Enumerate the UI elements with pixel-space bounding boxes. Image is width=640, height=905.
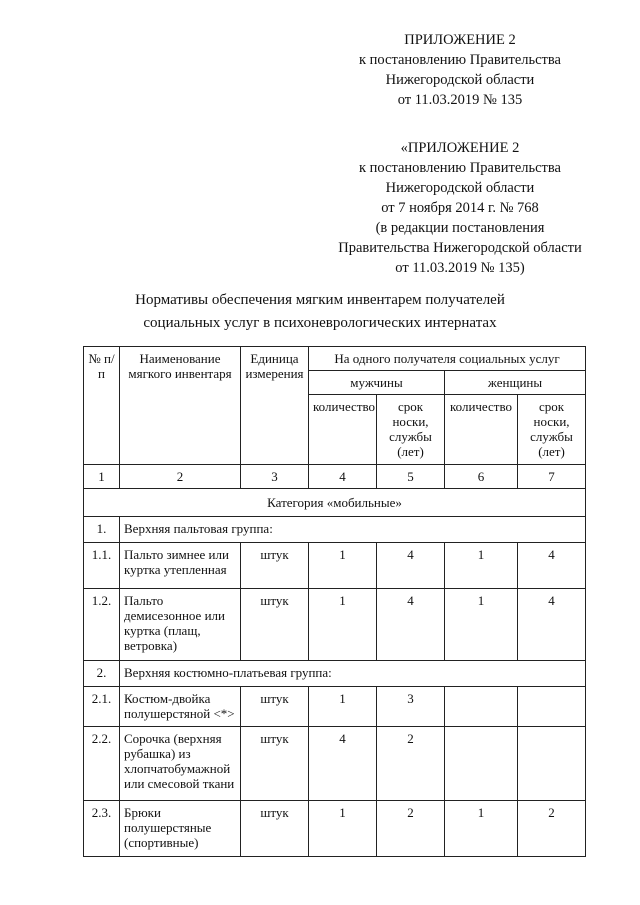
table-row [84, 543, 586, 589]
category-row [84, 489, 586, 517]
row-men-term: 4 [377, 543, 445, 589]
appendix-header [330, 30, 590, 110]
row-men-term: 2 [377, 801, 445, 857]
row-men-term: 4 [377, 589, 445, 661]
table-row [84, 801, 586, 857]
row-women-term: 2 [518, 801, 586, 857]
appendix-date: от 11.03.2019 № 135) [395, 260, 525, 276]
appendix-line: Нижегородской области [385, 72, 535, 88]
row-name: Пальто демисезонное или куртка (плащ, ветровка) [120, 589, 241, 661]
row-unit: штук [241, 687, 309, 727]
group-row [84, 661, 586, 687]
appendix-line: Нижегородской области [385, 180, 535, 196]
row-men-term: 2 [377, 727, 445, 801]
column-number: 3 [241, 465, 309, 489]
column-number-row [84, 465, 586, 489]
row-women-qty [445, 727, 518, 801]
row-men-term: 3 [377, 687, 445, 727]
appendix-title: ПРИЛОЖЕНИЕ 2 [404, 32, 516, 48]
row-name: Пальто зимнее или куртка утепленная [120, 543, 241, 589]
group-num: 2. [84, 661, 120, 687]
group-name: Верхняя костюмно-платьевая группа: [120, 661, 586, 687]
column-number: 5 [377, 465, 445, 489]
row-men-qty: 1 [309, 543, 377, 589]
header-name: Наименование мягкого инвентаря [120, 347, 241, 465]
category-label: Категория «мобильные» [84, 489, 586, 517]
row-num: 2.1. [84, 687, 120, 727]
row-women-term: 4 [518, 543, 586, 589]
row-name: Брюки полушерстяные (спортивные) [120, 801, 241, 857]
group-num: 1. [84, 517, 120, 543]
group-row [84, 517, 586, 543]
appendix-title: «ПРИЛОЖЕНИЕ 2 [400, 140, 520, 156]
column-number: 6 [445, 465, 518, 489]
group-name: Верхняя пальтовая группа: [120, 517, 586, 543]
header-num: № п/п [84, 347, 120, 465]
row-women-qty [445, 687, 518, 727]
row-num: 2.3. [84, 801, 120, 857]
norms-table [83, 346, 586, 857]
appendix-line: к постановлению Правительства [359, 52, 561, 68]
row-men-qty: 4 [309, 727, 377, 801]
header-men-qty: количество [309, 395, 377, 465]
column-number: 1 [84, 465, 120, 489]
appendix-date: от 11.03.2019 № 135 [397, 92, 523, 108]
column-number: 2 [120, 465, 241, 489]
original-appendix-header [320, 138, 600, 278]
row-num: 1.1. [84, 543, 120, 589]
table-row [84, 727, 586, 801]
document-title [90, 289, 550, 335]
row-num: 1.2. [84, 589, 120, 661]
appendix-line: к постановлению Правительства [359, 160, 561, 176]
appendix-date: от 7 ноября 2014 г. № 768 [381, 200, 539, 216]
header-women-term: срок носки, службы (лет) [518, 395, 586, 465]
header-women: женщины [445, 371, 586, 395]
row-name: Сорочка (верхняя рубашка) из хлопчатобумажной или смесовой ткани [120, 727, 241, 801]
row-men-qty: 1 [309, 589, 377, 661]
row-women-term [518, 687, 586, 727]
table-header-row [84, 347, 586, 371]
row-unit: штук [241, 589, 309, 661]
row-women-qty: 1 [445, 801, 518, 857]
row-unit: штук [241, 727, 309, 801]
table-row [84, 687, 586, 727]
title-line: социальных услуг в психоневрологических интернатах [143, 315, 497, 331]
row-women-qty: 1 [445, 543, 518, 589]
title-line: Нормативы обеспечения мягким инвентарем получателей [135, 292, 505, 308]
row-men-qty: 1 [309, 801, 377, 857]
row-men-qty: 1 [309, 687, 377, 727]
row-women-term [518, 727, 586, 801]
row-name: Костюм-двойка полушерстяной <*> [120, 687, 241, 727]
row-women-term: 4 [518, 589, 586, 661]
column-number: 7 [518, 465, 586, 489]
appendix-line: (в редакции постановления [375, 220, 545, 236]
column-number: 4 [309, 465, 377, 489]
header-men: мужчины [309, 371, 445, 395]
table-row [84, 589, 586, 661]
header-per-recipient: На одного получателя социальных услуг [309, 347, 586, 371]
header-women-qty: количество [445, 395, 518, 465]
appendix-line: Правительства Нижегородской области [338, 240, 582, 256]
row-women-qty: 1 [445, 589, 518, 661]
header-unit: Единица измерения [241, 347, 309, 465]
row-unit: штук [241, 543, 309, 589]
row-num: 2.2. [84, 727, 120, 801]
row-unit: штук [241, 801, 309, 857]
header-men-term: срок носки, службы (лет) [377, 395, 445, 465]
